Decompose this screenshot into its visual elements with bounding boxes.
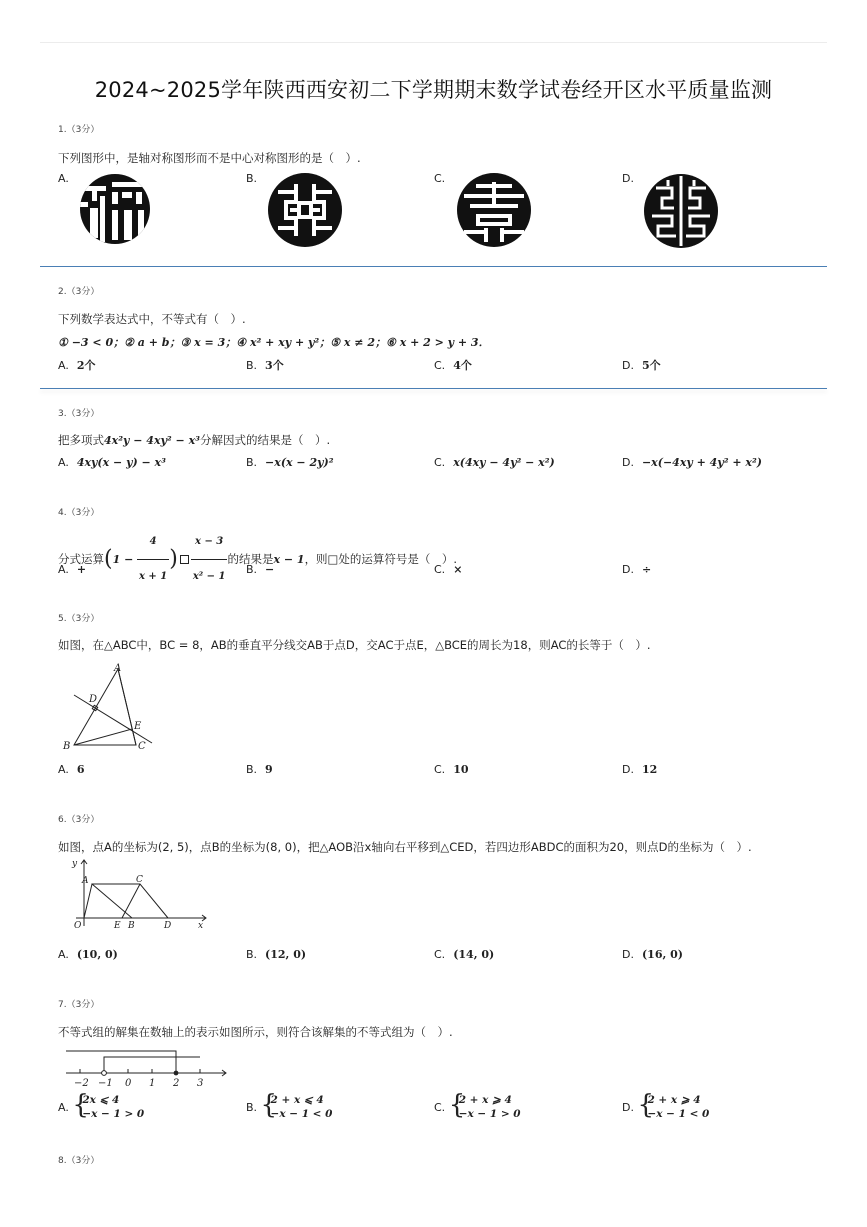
tick-1: 1: [149, 1078, 156, 1089]
tick-minus-1: −1: [98, 1078, 113, 1089]
question-stem: 如图，点A的坐标为(2, 5)，点B的坐标为(8, 0)，把△AOB沿x轴向右平移到△CED，若四边形ABDC的面积为20，则点D的坐标为（ ）.: [58, 840, 752, 854]
label-e: E: [114, 921, 121, 931]
question-3: [58, 406, 828, 469]
fraction-4-over-x-plus-1: $\frac{4}{x + 1}$: [137, 525, 169, 594]
option-a[interactable]: A. 4xy(x − y) − x³: [58, 456, 166, 469]
option-d[interactable]: D. 12: [622, 763, 658, 776]
operator-box: [180, 555, 189, 564]
question-4: [58, 505, 828, 582]
tick-minus-2: −2: [74, 1078, 89, 1089]
triangle-figure: [60, 659, 160, 755]
maze-symbol: [642, 172, 720, 250]
question-number: 8.（3分）: [58, 1156, 100, 1166]
inequality-system: { 2 + x ⩾ 4 −x − 1 > 0: [448, 1090, 521, 1120]
label-a: A: [114, 663, 122, 674]
option-b[interactable]: B. 3个: [246, 359, 284, 372]
question-8: [58, 1153, 828, 1166]
section-divider: [40, 388, 827, 389]
question-7: [58, 997, 828, 1120]
option-b[interactable]: B. 9: [246, 763, 273, 776]
question-stem: 下列图形中，是轴对称图形而不是中心对称图形的是（ ）.: [58, 151, 361, 165]
option-a[interactable]: A. { 2x ⩽ 4 −x − 1 > 0: [58, 1090, 145, 1120]
inequality-system: { 2x ⩽ 4 −x − 1 > 0: [72, 1090, 145, 1120]
label-d: D: [89, 694, 98, 705]
option-d[interactable]: D. ÷: [622, 563, 652, 576]
label-b: B: [63, 741, 71, 752]
option-d[interactable]: D. { 2 + x ⩾ 4 −x − 1 < 0: [622, 1090, 710, 1120]
option-c[interactable]: C. x(4xy − 4y² − x²): [434, 456, 555, 469]
option-b[interactable]: B. −: [246, 563, 275, 576]
option-b[interactable]: B. −x(x − 2y)²: [246, 456, 334, 469]
option-c[interactable]: C. ×: [434, 563, 463, 576]
inequality-system: { 2 + x ⩾ 4 −x − 1 < 0: [637, 1090, 710, 1120]
round-knot-symbol: [266, 172, 344, 248]
label-d: D: [164, 921, 172, 931]
question-number: 5.（3分）: [58, 614, 100, 624]
option-b[interactable]: B. { 2 + x ⩽ 4 −x − 1 < 0: [246, 1090, 333, 1120]
question-number: 4.（3分）: [58, 508, 100, 518]
question-number: 2.（3分）: [58, 287, 100, 297]
inequality-system: { 2 + x ⩽ 4 −x − 1 < 0: [260, 1090, 333, 1120]
question-number: 1.（3分）: [58, 125, 100, 135]
fu-character-symbol: [78, 172, 152, 246]
exam-title: 2024~2025学年陕西西安初二下学期期末数学试卷经开区水平质量监测: [94, 78, 773, 102]
question-number: 3.（3分）: [58, 409, 100, 419]
option-d[interactable]: D. −x(−4xy + 4y² + x²): [622, 456, 762, 469]
label-e: E: [134, 721, 142, 732]
tick-2: 2: [173, 1078, 180, 1089]
option-d[interactable]: D. (16, 0): [622, 948, 683, 961]
option-c[interactable]: C.: [434, 172, 446, 185]
question-stem: 把多项式4x²y − 4xy² − x³分解因式的结果是（ ）.: [58, 433, 331, 447]
option-a[interactable]: A. 2个: [58, 359, 96, 372]
label-c: C: [138, 741, 146, 752]
coordinate-figure: [66, 856, 216, 932]
question-number: 6.（3分）: [58, 815, 100, 825]
label-a: A: [82, 876, 89, 886]
option-a[interactable]: A. 6: [58, 763, 85, 776]
label-c: C: [136, 875, 143, 885]
label-x: x: [198, 921, 204, 931]
option-d[interactable]: D.: [622, 172, 634, 185]
polynomial: 4x²y − 4xy² − x³: [104, 434, 200, 447]
question-stem: 如图，在△ABC中，BC = 8，AB的垂直平分线交AB于点D，交AC于点E，△BCE的周长为18，则AC的长等于（ ）.: [58, 638, 651, 652]
tick-3: 3: [197, 1078, 204, 1089]
question-stem: 下列数学表达式中，不等式有（ ）.: [58, 312, 246, 326]
question-number: 7.（3分）: [58, 1000, 100, 1010]
top-rule: [40, 42, 827, 43]
option-b[interactable]: B. (12, 0): [246, 948, 307, 961]
option-a[interactable]: A. +: [58, 563, 87, 576]
option-b[interactable]: B.: [246, 172, 258, 185]
fraction-x-minus-3: $\frac{x - 3}{\text{x² − 1}}$: [191, 525, 228, 594]
option-a[interactable]: A.: [58, 172, 69, 185]
option-d[interactable]: D. 5个: [622, 359, 661, 372]
section-divider: [40, 266, 827, 267]
question-stem: 分式运算(1 − $\frac{4}{x + 1}$ ) $\frac{x - 3}{\text{x² − 1}}$ 的结果是x − 1，则□处的运算符号是（ ）.: [58, 525, 457, 594]
option-c[interactable]: C. { 2 + x ⩾ 4 −x − 1 > 0: [434, 1090, 521, 1120]
question-2: [58, 284, 828, 372]
question-6: [58, 812, 828, 961]
tick-0: 0: [125, 1078, 132, 1089]
label-o: O: [74, 921, 82, 931]
question-stem: 不等式组的解集在数轴上的表示如图所示，则符合该解集的不等式组为（ ）.: [58, 1025, 453, 1039]
option-c[interactable]: C. 10: [434, 763, 469, 776]
expression-list: ① −3 < 0；② a + b；③ x = 3；④ x² + xy + y²；⑤ x ≠ 2；⑥ x + 2 > y + 3．: [58, 336, 490, 349]
number-line-figure: [62, 1049, 232, 1089]
option-c[interactable]: C. 4个: [434, 359, 472, 372]
label-y: y: [72, 859, 78, 869]
label-b: B: [128, 921, 135, 931]
question-1: [58, 122, 828, 185]
question-5: [58, 611, 828, 776]
longevity-symbol: [456, 172, 532, 248]
option-c[interactable]: C. (14, 0): [434, 948, 495, 961]
option-a[interactable]: A. (10, 0): [58, 948, 118, 961]
